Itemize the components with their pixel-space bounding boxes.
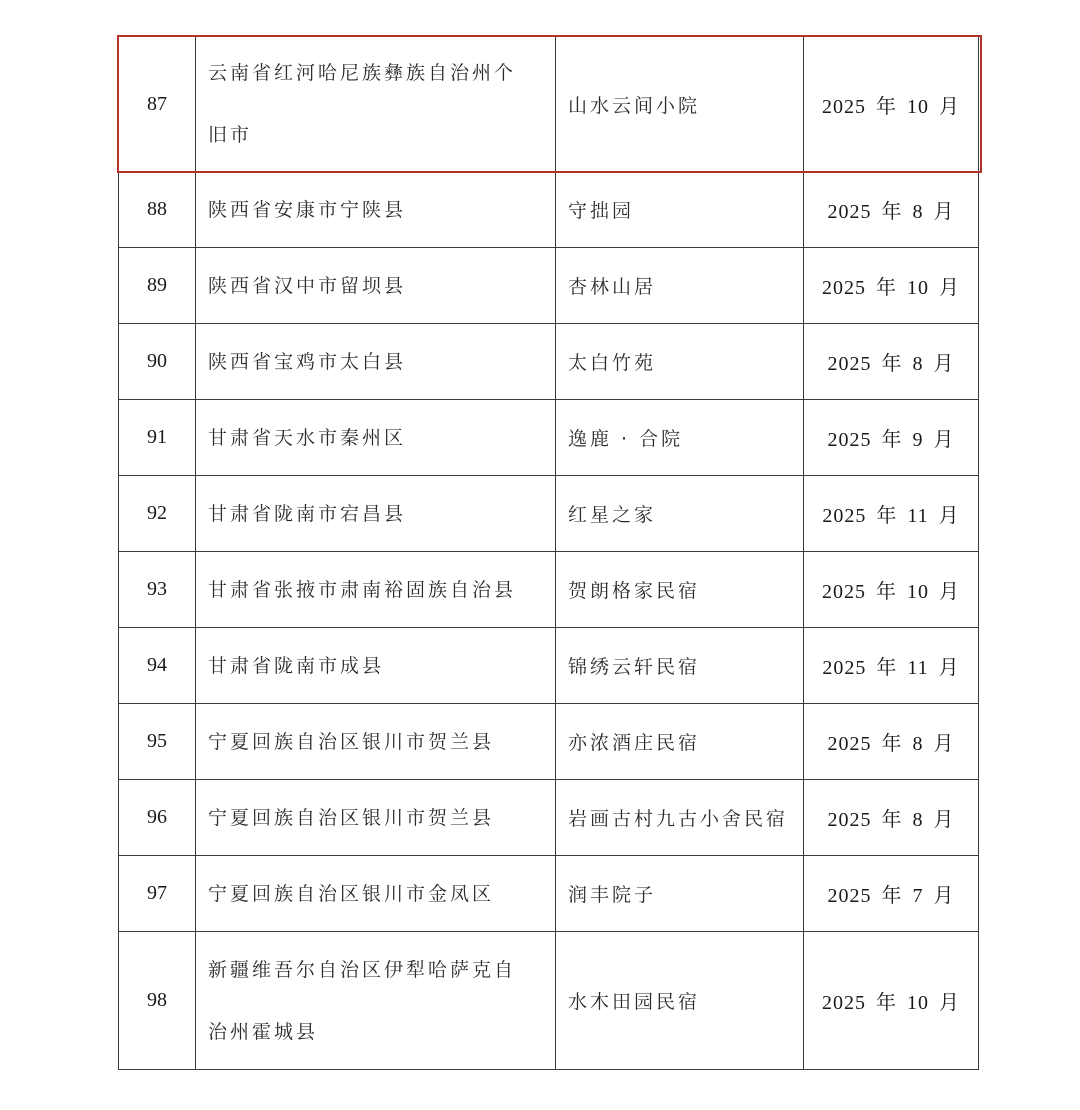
region-cell: 新疆维吾尔自治区伊犁哈萨克自治州霍城县	[196, 932, 556, 1070]
row-number: 96	[119, 780, 196, 856]
table-row	[119, 476, 979, 552]
row-number: 90	[119, 324, 196, 400]
date-cell: 2025 年 8 月	[804, 172, 979, 248]
date-cell: 2025 年 9 月	[804, 400, 979, 476]
region-cell: 甘肃省陇南市宕昌县	[196, 476, 556, 552]
date-cell: 2025 年 10 月	[804, 37, 979, 172]
row-number: 87	[119, 37, 196, 172]
homestay-name-cell: 水木田园民宿	[556, 932, 804, 1070]
homestay-name-cell: 润丰院子	[556, 856, 804, 932]
region-cell: 陕西省宝鸡市太白县	[196, 324, 556, 400]
table-row	[119, 856, 979, 932]
table-row	[119, 172, 979, 248]
table-row	[119, 552, 979, 628]
homestay-name-cell: 山水云间小院	[556, 37, 804, 172]
region-cell: 宁夏回族自治区银川市贺兰县	[196, 780, 556, 856]
table-row	[119, 780, 979, 856]
region-cell: 陕西省汉中市留坝县	[196, 248, 556, 324]
region-cell: 甘肃省陇南市成县	[196, 628, 556, 704]
region-cell: 陕西省安康市宁陕县	[196, 172, 556, 248]
homestay-name-cell: 亦浓酒庄民宿	[556, 704, 804, 780]
row-number: 93	[119, 552, 196, 628]
date-cell: 2025 年 11 月	[804, 628, 979, 704]
date-cell: 2025 年 7 月	[804, 856, 979, 932]
date-cell: 2025 年 8 月	[804, 704, 979, 780]
table-row	[119, 932, 979, 1070]
region-cell: 甘肃省张掖市肃南裕固族自治县	[196, 552, 556, 628]
table-row	[119, 400, 979, 476]
homestay-name-cell: 岩画古村九古小舍民宿	[556, 780, 804, 856]
region-cell: 云南省红河哈尼族彝族自治州个旧市	[196, 37, 556, 172]
homestay-name-cell: 逸鹿 · 合院	[556, 400, 804, 476]
homestay-name-cell: 贺朗格家民宿	[556, 552, 804, 628]
table-row	[119, 704, 979, 780]
region-cell: 宁夏回族自治区银川市金凤区	[196, 856, 556, 932]
row-number: 94	[119, 628, 196, 704]
homestay-name-cell: 太白竹苑	[556, 324, 804, 400]
date-cell: 2025 年 10 月	[804, 932, 979, 1070]
date-cell: 2025 年 8 月	[804, 324, 979, 400]
date-cell: 2025 年 11 月	[804, 476, 979, 552]
homestay-name-cell: 守拙园	[556, 172, 804, 248]
row-number: 89	[119, 248, 196, 324]
table-row	[119, 324, 979, 400]
date-cell: 2025 年 8 月	[804, 780, 979, 856]
region-cell: 甘肃省天水市秦州区	[196, 400, 556, 476]
homestay-name-cell: 锦绣云轩民宿	[556, 628, 804, 704]
table-row	[119, 37, 979, 172]
row-number: 97	[119, 856, 196, 932]
table-row	[119, 628, 979, 704]
row-number: 88	[119, 172, 196, 248]
homestay-list-table	[118, 36, 979, 1070]
row-number: 91	[119, 400, 196, 476]
date-cell: 2025 年 10 月	[804, 248, 979, 324]
table-row	[119, 248, 979, 324]
date-cell: 2025 年 10 月	[804, 552, 979, 628]
row-number: 92	[119, 476, 196, 552]
row-number: 95	[119, 704, 196, 780]
region-cell: 宁夏回族自治区银川市贺兰县	[196, 704, 556, 780]
row-number: 98	[119, 932, 196, 1070]
homestay-name-cell: 杏林山居	[556, 248, 804, 324]
homestay-name-cell: 红星之家	[556, 476, 804, 552]
